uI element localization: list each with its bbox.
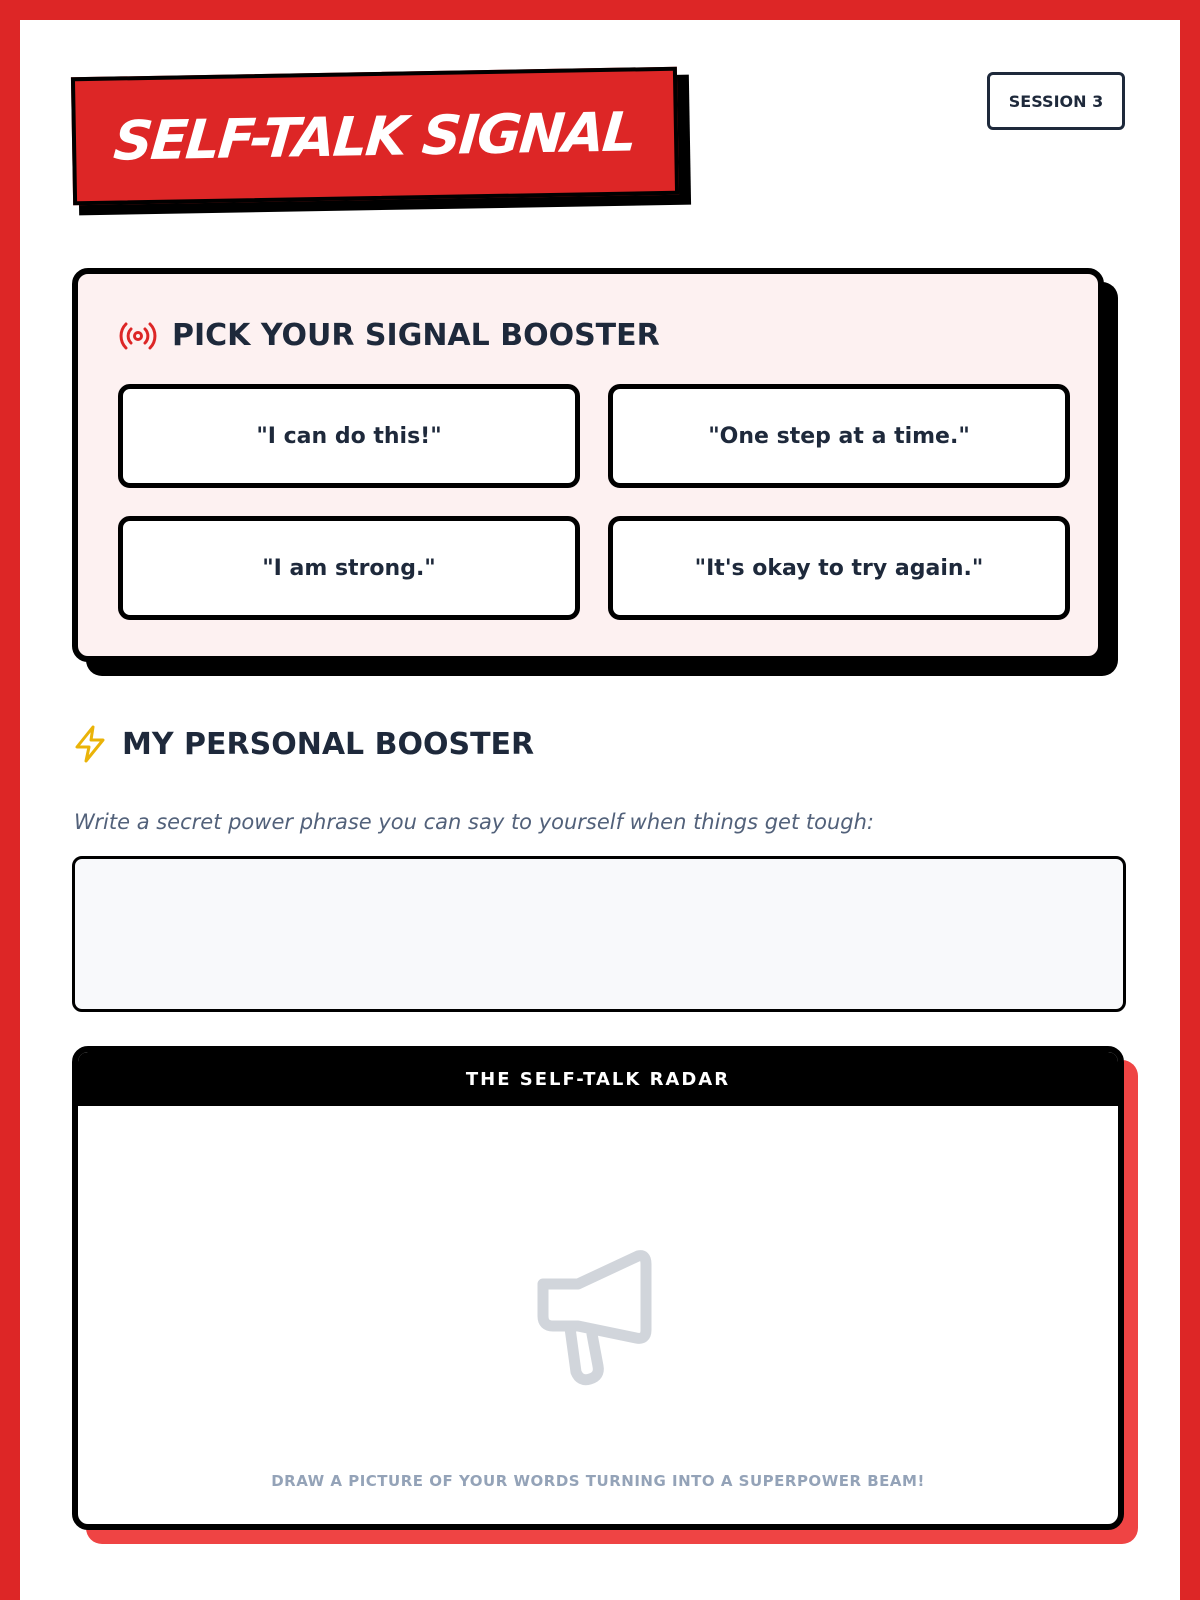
worksheet-page: [20, 20, 1180, 1600]
lightning-icon: [72, 724, 108, 764]
personal-prompt: Write a secret power phrase you can say to yourself when things get tough:: [74, 810, 874, 834]
page-title: SELF-TALK SIGNAL: [111, 99, 639, 173]
phrase-grid: [118, 384, 1062, 620]
phrase-option-one-step[interactable]: "One step at a time.": [608, 384, 1070, 488]
booster-heading-text: PICK YOUR SIGNAL BOOSTER: [172, 318, 660, 353]
phrase-option-i-am-strong[interactable]: "I am strong.": [118, 516, 580, 620]
phrase-option-i-can-do-this[interactable]: "I can do this!": [118, 384, 580, 488]
personal-booster-heading: [72, 724, 534, 764]
radar-title: THE SELF-TALK RADAR: [78, 1052, 1118, 1106]
megaphone-icon: [518, 1242, 668, 1396]
power-phrase-input[interactable]: [72, 856, 1126, 1012]
phrase-option-try-again[interactable]: "It's okay to try again.": [608, 516, 1070, 620]
radio-signal-icon: [118, 320, 158, 352]
radar-caption: DRAW A PICTURE OF YOUR WORDS TURNING INTO A SUPERPOWER BEAM!: [271, 1472, 925, 1490]
self-talk-radar-panel: [72, 1046, 1124, 1530]
signal-booster-card: [72, 268, 1104, 662]
title-banner: [72, 72, 692, 212]
personal-heading-text: MY PERSONAL BOOSTER: [122, 726, 535, 762]
title-banner-box: [71, 67, 679, 206]
booster-heading: [118, 318, 660, 353]
session-badge: SESSION 3: [987, 72, 1125, 130]
